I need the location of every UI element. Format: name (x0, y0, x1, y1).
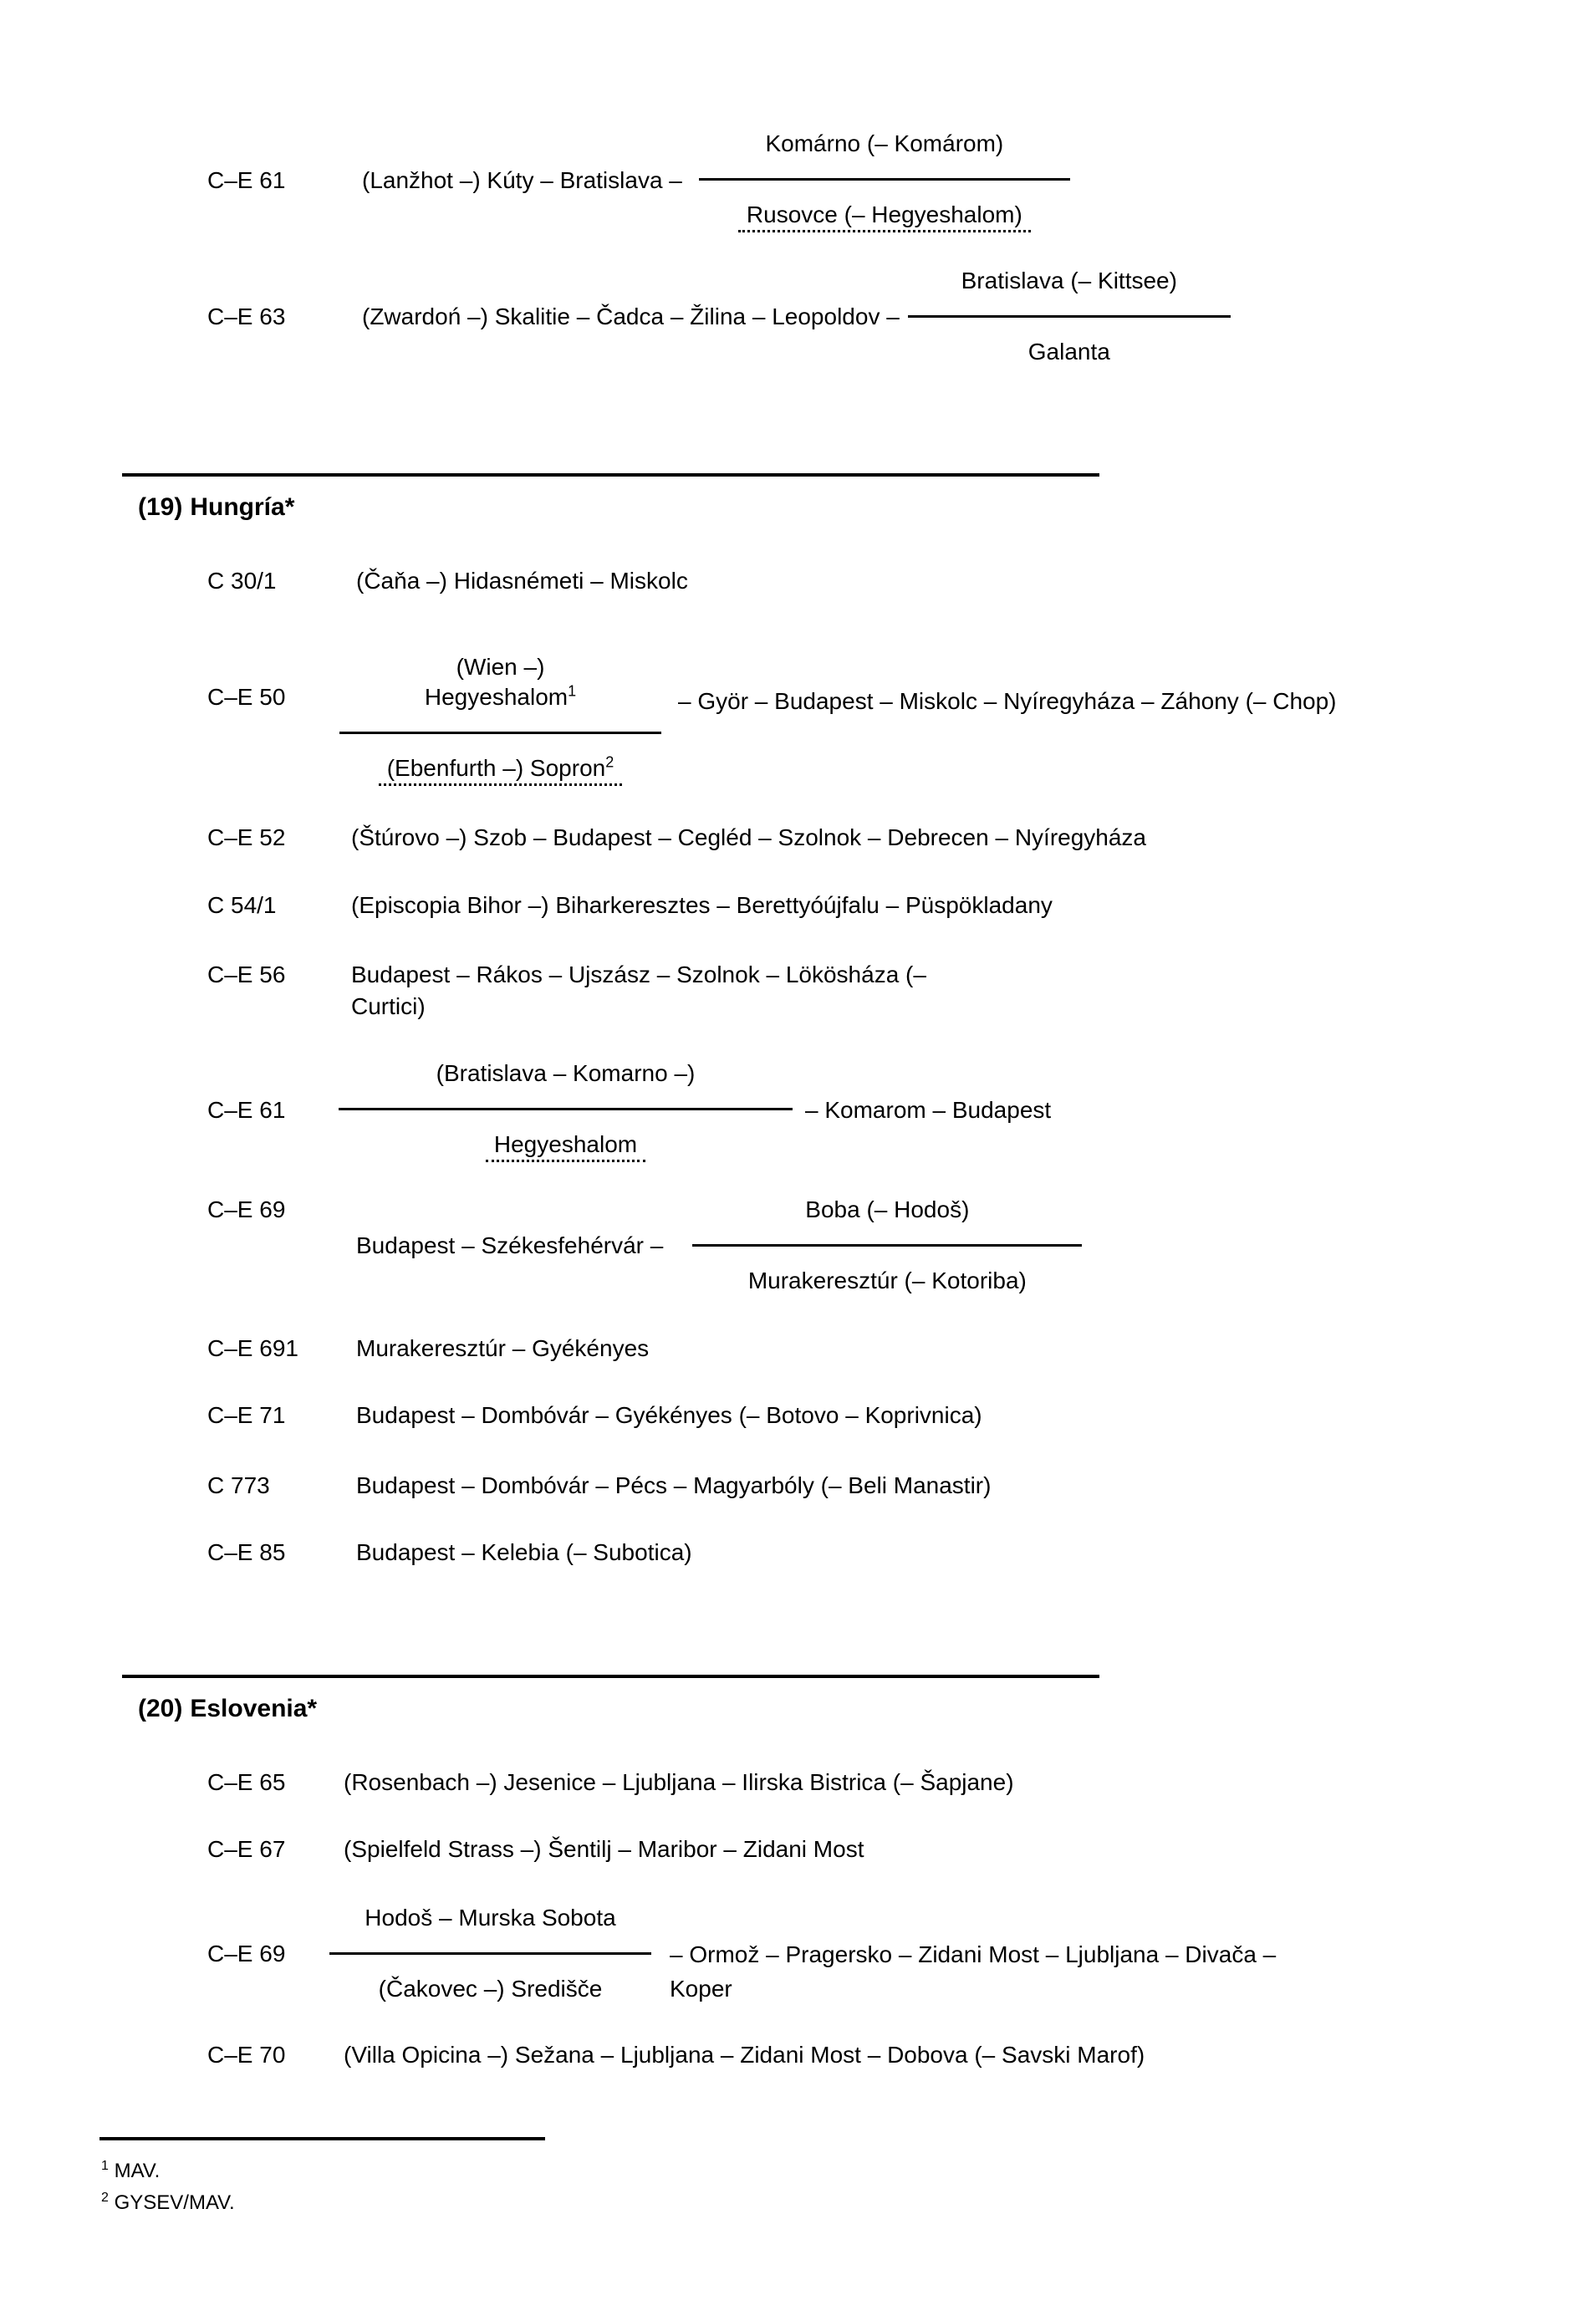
route-text: (Štúrovo –) Szob – Budapest – Cegléd – Szolnok – Debrecen – Nyíregyháza (351, 824, 1147, 850)
route-id-label: C–E 71 (207, 1402, 286, 1428)
route-row-ce61-top (207, 129, 1070, 232)
section-heading-slovenia (138, 1694, 317, 1724)
footnote-text: MAV. (114, 2160, 161, 2182)
section-rule (122, 473, 1099, 477)
fraction-numerator: Hodoš – Murska Sobota (365, 1905, 616, 1931)
section-title: Hungría* (190, 493, 295, 521)
route-text: (Villa Opicina –) Sežana – Ljubljana – Zidani Most – Dobova (– Savski Marof) (344, 2042, 1145, 2068)
fraction-numerator: Komárno (– Komárom) (765, 130, 1004, 156)
route-fraction (339, 1058, 793, 1162)
fraction-numerator: Bratislava (– Kittsee) (961, 268, 1177, 293)
route-text-pre: Budapest – Székesfehérvár – (356, 1232, 664, 1258)
fraction-numerator-line1: (Wien –) (456, 654, 545, 680)
section-number: (19) (138, 493, 183, 521)
route-text: Budapest – Dombóvár – Gyékényes (– Botovo – Koprivnica) (356, 1402, 982, 1428)
route-fraction (699, 129, 1070, 232)
route-id-label: C–E 50 (207, 684, 286, 710)
route-row-c773 (207, 1471, 991, 1501)
section-heading-hungary (138, 492, 294, 523)
route-text-pre: (Lanžhot –) Kúty – Bratislava – (362, 167, 682, 193)
route-text-pre: (Zwardoń –) Skalitie – Čadca – Žilina – Leopoldov – (362, 303, 900, 329)
route-text-post: – Komarom – Budapest (805, 1097, 1052, 1123)
route-row-ce50 (207, 652, 1337, 786)
route-id-label: C 773 (207, 1472, 270, 1498)
route-fraction (908, 266, 1231, 367)
route-row-c54-1 (207, 890, 1053, 921)
route-text-line1: Budapest – Rákos – Ujszász – Szolnok – Lökösháza (– (351, 962, 926, 987)
fraction-denominator: Murakeresztúr (– Kotoriba) (747, 1268, 1027, 1293)
route-id-label: C–E 61 (207, 1097, 286, 1123)
route-id-label: C 30/1 (207, 568, 277, 594)
footnote-text: GYSEV/MAV. (114, 2191, 235, 2214)
footnote-1 (101, 2159, 160, 2184)
route-row-ce63-top (207, 266, 1231, 367)
route-row-ce691 (207, 1334, 649, 1364)
fraction-bar (908, 315, 1231, 318)
footnote-marker: 1 (101, 2159, 109, 2173)
footnote-ref-1: 1 (568, 682, 577, 700)
route-text: (Episcopia Bihor –) Biharkeresztes – Berettyóújfalu – Püspökladany (351, 892, 1053, 918)
route-row-c30-1 (207, 566, 688, 596)
fraction-numerator-line2 (416, 682, 584, 712)
footnote-2 (101, 2191, 235, 2216)
route-id-label: C–E 61 (207, 167, 286, 193)
footnote-ref-2: 2 (605, 753, 614, 771)
route-text-line2: Koper (670, 1975, 732, 2002)
route-row-ce65 (207, 1768, 1014, 1798)
fraction-denominator: (Čakovec –) Središče (378, 1976, 603, 2002)
route-id-label: C–E 67 (207, 1836, 286, 1862)
route-text: (Spielfeld Strass –) Šentilj – Maribor – Zidani Most (344, 1836, 864, 1862)
route-id-label: C 54/1 (207, 892, 277, 918)
route-text-line2: Curtici) (351, 993, 426, 1019)
footnote-rule (99, 2137, 545, 2140)
route-id-label: C–E 69 (207, 1940, 286, 1966)
route-row-ce67 (207, 1834, 864, 1864)
route-text: Murakeresztúr – Gyékényes (356, 1335, 650, 1361)
route-text-post (670, 1937, 1276, 2006)
route-fraction (329, 1903, 651, 2004)
route-id-label: C–E 65 (207, 1769, 286, 1795)
route-text (351, 959, 926, 1023)
route-id-label: C–E 69 (207, 1196, 286, 1222)
route-fraction (339, 652, 661, 786)
fraction-numerator-text: Hegyeshalom (424, 684, 569, 710)
fraction-denominator-text: (Ebenfurth –) Sopron (386, 755, 606, 781)
route-id-label: C–E 70 (207, 2042, 286, 2068)
section-title: Eslovenia* (190, 1695, 318, 1722)
fraction-bar (339, 732, 661, 734)
fraction-denominator: Galanta (1027, 339, 1110, 365)
fraction-denominator: Rusovce (– Hegyeshalom) (738, 200, 1031, 232)
route-text: Budapest – Dombóvár – Pécs – Magyarbóly (– Beli Manastir) (356, 1472, 992, 1498)
section-number: (20) (138, 1695, 183, 1722)
route-text: (Čaňa –) Hidasnémeti – Miskolc (356, 568, 688, 594)
footnote-marker: 2 (101, 2191, 109, 2205)
route-text-post: – Györ – Budapest – Miskolc – Nyíregyháza – Záhony (– Chop) (678, 688, 1337, 714)
fraction-numerator: Boba (– Hodoš) (805, 1196, 970, 1222)
route-row-ce85 (207, 1538, 692, 1568)
fraction-bar (692, 1244, 1082, 1247)
fraction-denominator (379, 753, 623, 786)
route-row-ce56 (207, 959, 926, 1023)
route-row-ce70 (207, 2040, 1145, 2070)
fraction-denominator: Hegyeshalom (486, 1130, 645, 1162)
fraction-bar (339, 1108, 793, 1110)
route-row-ce52 (207, 823, 1146, 853)
route-text: Budapest – Kelebia (– Subotica) (356, 1539, 692, 1565)
fraction-bar (699, 178, 1070, 181)
route-fraction (692, 1195, 1082, 1296)
route-text-line1: – Ormož – Pragersko – Zidani Most – Ljubljana – Divača – (670, 1941, 1277, 1967)
fraction-numerator: (Bratislava – Komarno –) (436, 1060, 696, 1086)
route-row-ce61-hu (207, 1058, 1051, 1162)
route-id-label: C–E 56 (207, 962, 286, 987)
route-text: (Rosenbach –) Jesenice – Ljubljana – Ilirska Bistrica (– Šapjane) (344, 1769, 1014, 1795)
route-row-ce71 (207, 1400, 982, 1431)
route-row-ce69-si (207, 1903, 1276, 2004)
section-rule (122, 1675, 1099, 1678)
route-id-label: C–E 52 (207, 824, 286, 850)
route-row-ce69-hu (207, 1195, 1082, 1296)
fraction-bar (329, 1952, 651, 1955)
route-id-label: C–E 85 (207, 1539, 286, 1565)
route-id-label: C–E 63 (207, 303, 286, 329)
route-id-label: C–E 691 (207, 1335, 298, 1361)
